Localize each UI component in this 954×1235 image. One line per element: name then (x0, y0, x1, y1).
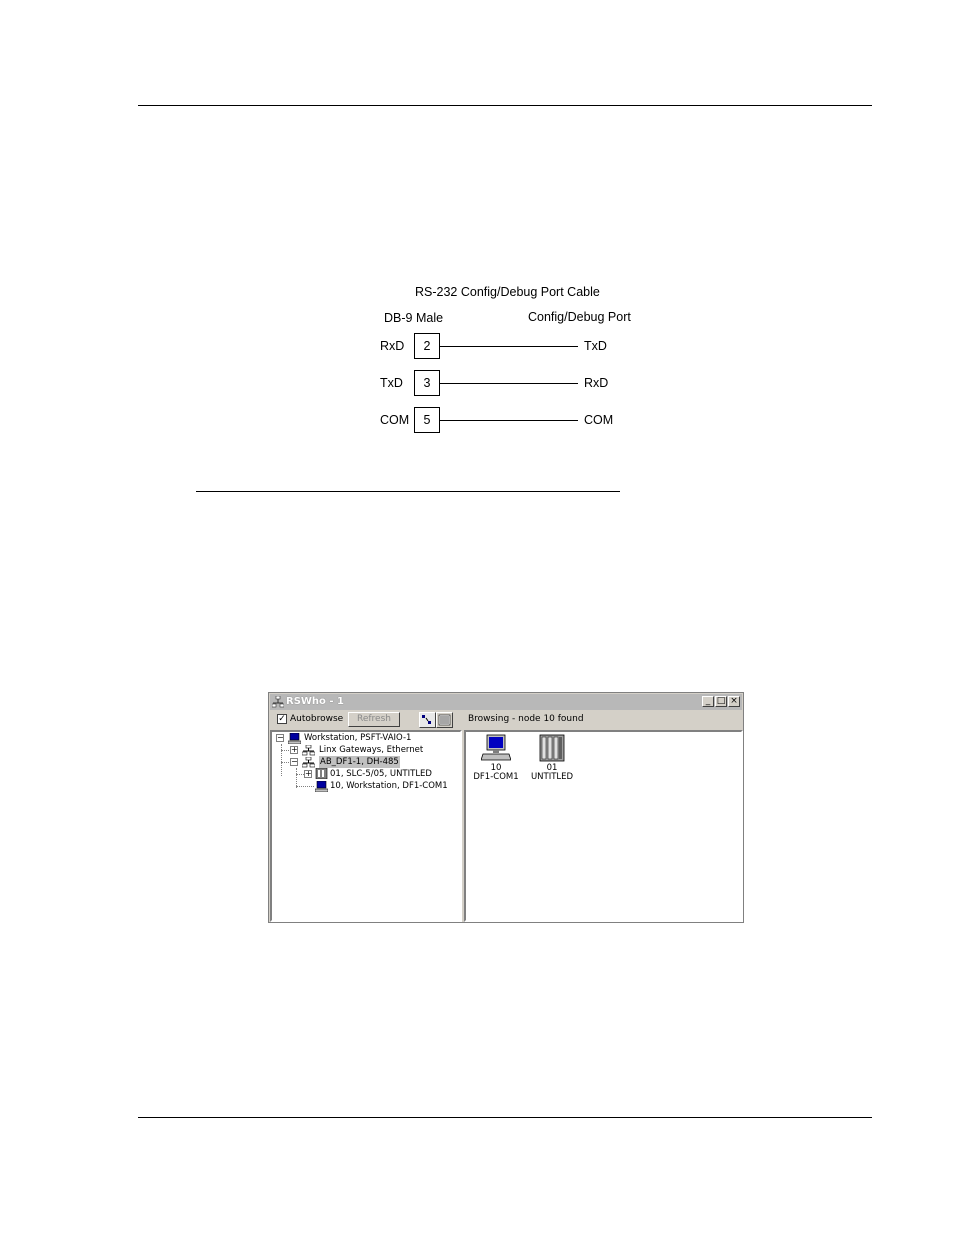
footer-rule (138, 1117, 872, 1118)
plc-icon (315, 768, 328, 779)
tree-line (296, 786, 314, 787)
tree-pane[interactable] (270, 730, 462, 922)
device-pane[interactable] (464, 730, 743, 922)
tree-line (281, 750, 289, 751)
tree-line (281, 744, 282, 776)
wire-1 (440, 346, 578, 347)
details-list-icon (437, 713, 452, 727)
tree-label: Linx Gateways, Ethernet (319, 745, 424, 755)
pin-box-2: 2 (414, 333, 440, 359)
tree-label-selected: AB_DF1-1, DH-485 (320, 757, 399, 767)
tree-line (296, 774, 304, 775)
device-name: UNTITLED (530, 772, 574, 782)
autobrowse-checkbox[interactable]: ✓ (278, 714, 286, 724)
large-icons-icon (420, 713, 435, 727)
browse-status: Browsing - node 10 found (468, 714, 584, 724)
autobrowse-label: Autobrowse (290, 714, 344, 724)
tree-label: Workstation, PSFT-VAIO-1 (304, 733, 412, 743)
tree-line (281, 762, 289, 763)
network-icon (302, 745, 315, 756)
diagram-title: RS-232 Config/Debug Port Cable (415, 285, 600, 299)
pin-box-3: 3 (414, 370, 440, 396)
rswho-window (268, 692, 744, 923)
header-rule (138, 105, 872, 106)
collapse-toggle[interactable]: − (277, 733, 284, 742)
device-name: DF1-COM1 (473, 772, 519, 782)
collapse-toggle[interactable]: − (291, 757, 298, 766)
pin-box-5: 5 (414, 407, 440, 433)
device-number: 10 (490, 763, 502, 773)
expand-toggle[interactable]: + (291, 745, 298, 754)
section-underline (196, 491, 620, 492)
device-item[interactable] (466, 732, 526, 786)
left-header: DB-9 Male (384, 311, 444, 325)
right-signal-txd: TxD (584, 339, 607, 353)
plc-rack-icon (537, 734, 567, 762)
details-view-button[interactable] (436, 712, 453, 728)
computer-icon (481, 734, 511, 762)
workstation-icon (288, 733, 301, 744)
device-number: 01 (546, 763, 558, 773)
device-item[interactable] (522, 732, 582, 786)
workstation-icon (315, 781, 328, 792)
maximize-button[interactable]: □ (716, 696, 726, 706)
network-icon (302, 757, 315, 768)
network-icon (272, 696, 284, 708)
left-signal-rxd: RxD (380, 339, 405, 353)
expand-toggle[interactable]: + (305, 769, 312, 778)
right-header: Config/Debug Port (528, 310, 631, 324)
right-signal-rxd: RxD (584, 376, 609, 390)
window-title: RSWho - 1 (286, 696, 344, 707)
title-bar[interactable] (270, 694, 742, 710)
wire-2 (440, 383, 578, 384)
tree-label: 10, Workstation, DF1-COM1 (330, 781, 448, 791)
minimize-button[interactable]: _ (702, 696, 714, 707)
left-signal-com: COM (380, 413, 410, 427)
right-signal-com: COM (584, 413, 614, 427)
refresh-button[interactable]: Refresh (348, 712, 400, 727)
close-button[interactable]: × (728, 696, 740, 707)
wire-3 (440, 420, 578, 421)
left-signal-txd: TxD (380, 376, 403, 390)
large-icons-view-button[interactable] (419, 712, 436, 728)
tree-label: 01, SLC-5/05, UNTITLED (330, 769, 432, 779)
tree-line (296, 768, 297, 788)
